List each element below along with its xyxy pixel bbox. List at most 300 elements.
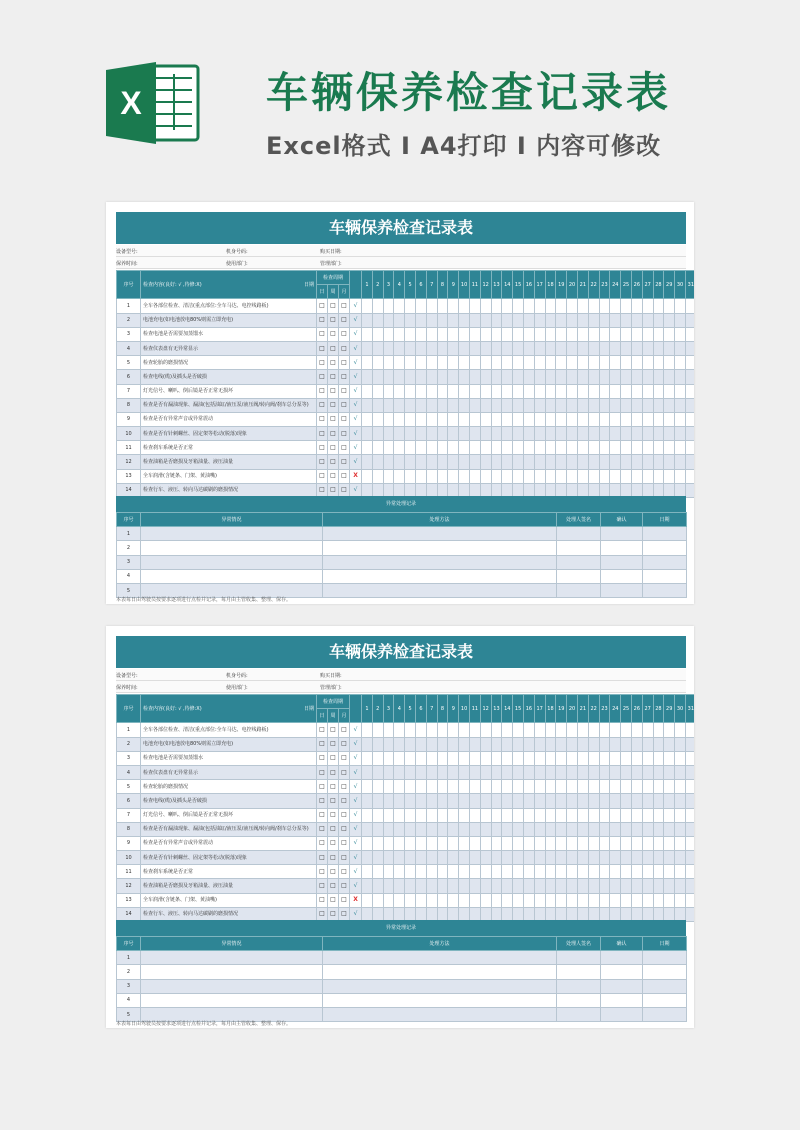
day-cell[interactable] (642, 455, 653, 469)
day-cell[interactable] (448, 299, 459, 313)
day-cell[interactable] (685, 822, 694, 836)
day-cell[interactable] (372, 313, 383, 327)
day-cell[interactable] (599, 313, 610, 327)
day-cell[interactable] (362, 384, 373, 398)
day-cell[interactable] (372, 384, 383, 398)
day-cell[interactable] (459, 879, 470, 893)
day-cell[interactable] (502, 341, 513, 355)
day-cell[interactable] (459, 751, 470, 765)
day-cell[interactable] (394, 765, 405, 779)
day-cell[interactable] (502, 851, 513, 865)
day-cell[interactable] (588, 808, 599, 822)
day-cell[interactable] (426, 384, 437, 398)
abnormal-cell[interactable] (643, 951, 687, 965)
checkbox[interactable]: □ (339, 822, 350, 836)
day-cell[interactable] (577, 299, 588, 313)
day-cell[interactable] (470, 780, 481, 794)
day-cell[interactable] (513, 879, 524, 893)
abnormal-cell[interactable] (323, 993, 557, 1007)
day-cell[interactable] (416, 808, 427, 822)
day-cell[interactable] (545, 427, 556, 441)
abnormal-cell[interactable] (601, 583, 643, 597)
checkbox[interactable]: □ (328, 723, 339, 737)
day-cell[interactable] (642, 356, 653, 370)
day-cell[interactable] (534, 384, 545, 398)
day-cell[interactable] (491, 765, 502, 779)
day-cell[interactable] (621, 469, 632, 483)
day-cell[interactable] (426, 780, 437, 794)
day-cell[interactable] (459, 327, 470, 341)
day-cell[interactable] (642, 751, 653, 765)
day-cell[interactable] (621, 313, 632, 327)
day-cell[interactable] (588, 356, 599, 370)
day-cell[interactable] (523, 441, 534, 455)
day-cell[interactable] (588, 794, 599, 808)
day-cell[interactable] (610, 441, 621, 455)
day-cell[interactable] (664, 822, 675, 836)
day-cell[interactable] (470, 751, 481, 765)
day-cell[interactable] (631, 794, 642, 808)
day-cell[interactable] (567, 412, 578, 426)
day-cell[interactable] (653, 299, 664, 313)
day-cell[interactable] (405, 299, 416, 313)
day-cell[interactable] (567, 765, 578, 779)
checkbox[interactable]: □ (317, 836, 328, 850)
day-cell[interactable] (383, 822, 394, 836)
checkbox[interactable]: □ (339, 794, 350, 808)
day-cell[interactable] (664, 737, 675, 751)
abnormal-cell[interactable] (557, 965, 601, 979)
day-cell[interactable] (405, 879, 416, 893)
day-cell[interactable] (588, 836, 599, 850)
day-cell[interactable] (405, 455, 416, 469)
day-cell[interactable] (545, 469, 556, 483)
abnormal-cell[interactable] (643, 965, 687, 979)
abnormal-cell[interactable] (141, 993, 323, 1007)
day-cell[interactable] (480, 836, 491, 850)
day-cell[interactable] (631, 412, 642, 426)
day-cell[interactable] (470, 384, 481, 398)
day-cell[interactable] (523, 808, 534, 822)
day-cell[interactable] (685, 398, 694, 412)
day-cell[interactable] (577, 794, 588, 808)
day-cell[interactable] (664, 427, 675, 441)
day-cell[interactable] (491, 865, 502, 879)
day-cell[interactable] (513, 327, 524, 341)
day-cell[interactable] (470, 341, 481, 355)
checkbox[interactable]: □ (339, 412, 350, 426)
day-cell[interactable] (513, 822, 524, 836)
day-cell[interactable] (362, 836, 373, 850)
day-cell[interactable] (621, 455, 632, 469)
day-cell[interactable] (556, 794, 567, 808)
day-cell[interactable] (372, 737, 383, 751)
abnormal-cell[interactable] (601, 555, 643, 569)
day-cell[interactable] (372, 865, 383, 879)
checkbox[interactable]: □ (339, 384, 350, 398)
day-cell[interactable] (621, 893, 632, 907)
day-cell[interactable] (470, 865, 481, 879)
day-cell[interactable] (534, 313, 545, 327)
day-cell[interactable] (437, 723, 448, 737)
day-cell[interactable] (491, 441, 502, 455)
day-cell[interactable] (599, 822, 610, 836)
day-cell[interactable] (577, 751, 588, 765)
day-cell[interactable] (513, 851, 524, 865)
checkbox[interactable]: □ (317, 313, 328, 327)
checkbox[interactable]: □ (317, 327, 328, 341)
day-cell[interactable] (556, 469, 567, 483)
day-cell[interactable] (523, 427, 534, 441)
day-cell[interactable] (567, 299, 578, 313)
day-cell[interactable] (631, 313, 642, 327)
day-cell[interactable] (675, 893, 686, 907)
day-cell[interactable] (599, 865, 610, 879)
day-cell[interactable] (642, 427, 653, 441)
day-cell[interactable] (588, 341, 599, 355)
day-cell[interactable] (405, 341, 416, 355)
day-cell[interactable] (534, 327, 545, 341)
day-cell[interactable] (383, 469, 394, 483)
day-cell[interactable] (545, 737, 556, 751)
day-cell[interactable] (653, 794, 664, 808)
day-cell[interactable] (631, 737, 642, 751)
day-cell[interactable] (502, 384, 513, 398)
day-cell[interactable] (502, 398, 513, 412)
day-cell[interactable] (534, 469, 545, 483)
day-cell[interactable] (426, 851, 437, 865)
day-cell[interactable] (556, 441, 567, 455)
day-cell[interactable] (405, 384, 416, 398)
day-cell[interactable] (642, 469, 653, 483)
day-cell[interactable] (448, 341, 459, 355)
day-cell[interactable] (588, 313, 599, 327)
day-cell[interactable] (664, 780, 675, 794)
day-cell[interactable] (416, 455, 427, 469)
day-cell[interactable] (383, 723, 394, 737)
day-cell[interactable] (631, 341, 642, 355)
day-cell[interactable] (437, 441, 448, 455)
day-cell[interactable] (372, 398, 383, 412)
day-cell[interactable] (599, 765, 610, 779)
day-cell[interactable] (631, 865, 642, 879)
day-cell[interactable] (588, 893, 599, 907)
day-cell[interactable] (470, 412, 481, 426)
day-cell[interactable] (523, 313, 534, 327)
day-cell[interactable] (416, 737, 427, 751)
day-cell[interactable] (426, 737, 437, 751)
day-cell[interactable] (405, 822, 416, 836)
day-cell[interactable] (588, 299, 599, 313)
day-cell[interactable] (513, 427, 524, 441)
checkbox[interactable]: □ (339, 737, 350, 751)
day-cell[interactable] (599, 299, 610, 313)
day-cell[interactable] (642, 341, 653, 355)
day-cell[interactable] (372, 751, 383, 765)
checkbox[interactable]: □ (328, 441, 339, 455)
day-cell[interactable] (534, 341, 545, 355)
day-cell[interactable] (599, 356, 610, 370)
day-cell[interactable] (480, 341, 491, 355)
day-cell[interactable] (513, 794, 524, 808)
day-cell[interactable] (405, 412, 416, 426)
day-cell[interactable] (362, 893, 373, 907)
day-cell[interactable] (545, 327, 556, 341)
day-cell[interactable] (372, 822, 383, 836)
day-cell[interactable] (502, 469, 513, 483)
day-cell[interactable] (394, 299, 405, 313)
day-cell[interactable] (513, 836, 524, 850)
day-cell[interactable] (513, 341, 524, 355)
day-cell[interactable] (642, 370, 653, 384)
day-cell[interactable] (491, 412, 502, 426)
day-cell[interactable] (513, 441, 524, 455)
abnormal-cell[interactable] (141, 979, 323, 993)
day-cell[interactable] (405, 808, 416, 822)
day-cell[interactable] (448, 808, 459, 822)
day-cell[interactable] (545, 299, 556, 313)
day-cell[interactable] (502, 794, 513, 808)
day-cell[interactable] (459, 737, 470, 751)
day-cell[interactable] (556, 723, 567, 737)
day-cell[interactable] (653, 879, 664, 893)
abnormal-cell[interactable] (323, 951, 557, 965)
day-cell[interactable] (685, 879, 694, 893)
day-cell[interactable] (556, 751, 567, 765)
day-cell[interactable] (534, 299, 545, 313)
day-cell[interactable] (502, 313, 513, 327)
day-cell[interactable] (405, 427, 416, 441)
day-cell[interactable] (631, 441, 642, 455)
day-cell[interactable] (502, 370, 513, 384)
day-cell[interactable] (480, 808, 491, 822)
day-cell[interactable] (405, 327, 416, 341)
day-cell[interactable] (372, 893, 383, 907)
day-cell[interactable] (534, 893, 545, 907)
day-cell[interactable] (653, 751, 664, 765)
day-cell[interactable] (491, 879, 502, 893)
day-cell[interactable] (685, 780, 694, 794)
day-cell[interactable] (480, 780, 491, 794)
day-cell[interactable] (621, 299, 632, 313)
day-cell[interactable] (567, 865, 578, 879)
day-cell[interactable] (642, 808, 653, 822)
day-cell[interactable] (405, 851, 416, 865)
abnormal-cell[interactable] (323, 979, 557, 993)
day-cell[interactable] (480, 723, 491, 737)
day-cell[interactable] (437, 327, 448, 341)
checkbox[interactable]: □ (339, 865, 350, 879)
day-cell[interactable] (675, 370, 686, 384)
day-cell[interactable] (588, 751, 599, 765)
checkbox[interactable]: □ (339, 751, 350, 765)
day-cell[interactable] (448, 836, 459, 850)
day-cell[interactable] (545, 851, 556, 865)
day-cell[interactable] (556, 341, 567, 355)
day-cell[interactable] (631, 851, 642, 865)
day-cell[interactable] (362, 723, 373, 737)
day-cell[interactable] (480, 398, 491, 412)
day-cell[interactable] (556, 865, 567, 879)
day-cell[interactable] (448, 455, 459, 469)
checkbox[interactable]: □ (328, 893, 339, 907)
day-cell[interactable] (362, 822, 373, 836)
day-cell[interactable] (534, 356, 545, 370)
checkbox[interactable]: □ (339, 313, 350, 327)
day-cell[interactable] (523, 893, 534, 907)
day-cell[interactable] (426, 398, 437, 412)
day-cell[interactable] (599, 780, 610, 794)
day-cell[interactable] (405, 370, 416, 384)
day-cell[interactable] (513, 865, 524, 879)
day-cell[interactable] (653, 455, 664, 469)
day-cell[interactable] (394, 370, 405, 384)
day-cell[interactable] (426, 441, 437, 455)
day-cell[interactable] (448, 384, 459, 398)
day-cell[interactable] (685, 723, 694, 737)
day-cell[interactable] (642, 780, 653, 794)
day-cell[interactable] (480, 751, 491, 765)
day-cell[interactable] (675, 469, 686, 483)
day-cell[interactable] (534, 765, 545, 779)
day-cell[interactable] (470, 313, 481, 327)
day-cell[interactable] (383, 737, 394, 751)
day-cell[interactable] (675, 441, 686, 455)
day-cell[interactable] (437, 765, 448, 779)
day-cell[interactable] (491, 780, 502, 794)
day-cell[interactable] (394, 398, 405, 412)
day-cell[interactable] (405, 865, 416, 879)
day-cell[interactable] (610, 384, 621, 398)
checkbox[interactable]: □ (328, 865, 339, 879)
day-cell[interactable] (664, 299, 675, 313)
day-cell[interactable] (577, 723, 588, 737)
abnormal-cell[interactable] (323, 583, 557, 597)
day-cell[interactable] (394, 412, 405, 426)
day-cell[interactable] (653, 370, 664, 384)
day-cell[interactable] (362, 865, 373, 879)
day-cell[interactable] (448, 822, 459, 836)
day-cell[interactable] (599, 327, 610, 341)
day-cell[interactable] (480, 765, 491, 779)
abnormal-cell[interactable] (643, 541, 687, 555)
day-cell[interactable] (372, 469, 383, 483)
checkbox[interactable]: □ (317, 384, 328, 398)
day-cell[interactable] (416, 356, 427, 370)
day-cell[interactable] (685, 313, 694, 327)
day-cell[interactable] (556, 384, 567, 398)
day-cell[interactable] (362, 851, 373, 865)
checkbox[interactable]: □ (317, 723, 328, 737)
day-cell[interactable] (610, 751, 621, 765)
day-cell[interactable] (437, 313, 448, 327)
day-cell[interactable] (588, 441, 599, 455)
abnormal-cell[interactable] (557, 951, 601, 965)
day-cell[interactable] (383, 441, 394, 455)
day-cell[interactable] (394, 822, 405, 836)
day-cell[interactable] (480, 327, 491, 341)
day-cell[interactable] (416, 469, 427, 483)
day-cell[interactable] (405, 723, 416, 737)
day-cell[interactable] (523, 341, 534, 355)
day-cell[interactable] (394, 865, 405, 879)
checkbox[interactable]: □ (317, 469, 328, 483)
day-cell[interactable] (621, 780, 632, 794)
day-cell[interactable] (621, 794, 632, 808)
day-cell[interactable] (513, 370, 524, 384)
day-cell[interactable] (362, 370, 373, 384)
day-cell[interactable] (545, 865, 556, 879)
day-cell[interactable] (470, 427, 481, 441)
checkbox[interactable]: □ (339, 836, 350, 850)
day-cell[interactable] (448, 893, 459, 907)
day-cell[interactable] (675, 780, 686, 794)
day-cell[interactable] (491, 794, 502, 808)
day-cell[interactable] (480, 865, 491, 879)
day-cell[interactable] (502, 893, 513, 907)
day-cell[interactable] (383, 879, 394, 893)
day-cell[interactable] (502, 327, 513, 341)
day-cell[interactable] (523, 851, 534, 865)
day-cell[interactable] (459, 455, 470, 469)
day-cell[interactable] (426, 723, 437, 737)
day-cell[interactable] (588, 412, 599, 426)
day-cell[interactable] (664, 808, 675, 822)
day-cell[interactable] (394, 384, 405, 398)
day-cell[interactable] (502, 427, 513, 441)
day-cell[interactable] (426, 427, 437, 441)
day-cell[interactable] (513, 765, 524, 779)
day-cell[interactable] (534, 794, 545, 808)
day-cell[interactable] (545, 455, 556, 469)
day-cell[interactable] (588, 879, 599, 893)
abnormal-cell[interactable] (601, 993, 643, 1007)
day-cell[interactable] (534, 398, 545, 412)
day-cell[interactable] (675, 836, 686, 850)
checkbox[interactable]: □ (317, 398, 328, 412)
abnormal-cell[interactable] (601, 965, 643, 979)
day-cell[interactable] (491, 469, 502, 483)
day-cell[interactable] (502, 751, 513, 765)
day-cell[interactable] (416, 327, 427, 341)
day-cell[interactable] (567, 427, 578, 441)
day-cell[interactable] (459, 356, 470, 370)
day-cell[interactable] (664, 794, 675, 808)
day-cell[interactable] (523, 469, 534, 483)
day-cell[interactable] (653, 765, 664, 779)
day-cell[interactable] (416, 441, 427, 455)
day-cell[interactable] (556, 780, 567, 794)
day-cell[interactable] (362, 327, 373, 341)
day-cell[interactable] (577, 851, 588, 865)
day-cell[interactable] (642, 384, 653, 398)
day-cell[interactable] (426, 822, 437, 836)
day-cell[interactable] (631, 751, 642, 765)
day-cell[interactable] (599, 412, 610, 426)
day-cell[interactable] (567, 356, 578, 370)
day-cell[interactable] (631, 836, 642, 850)
abnormal-cell[interactable] (643, 583, 687, 597)
checkbox[interactable]: □ (328, 907, 339, 921)
day-cell[interactable] (567, 794, 578, 808)
day-cell[interactable] (437, 879, 448, 893)
day-cell[interactable] (610, 327, 621, 341)
checkbox[interactable]: □ (317, 765, 328, 779)
day-cell[interactable] (437, 808, 448, 822)
day-cell[interactable] (416, 398, 427, 412)
day-cell[interactable] (642, 398, 653, 412)
checkbox[interactable]: □ (328, 469, 339, 483)
